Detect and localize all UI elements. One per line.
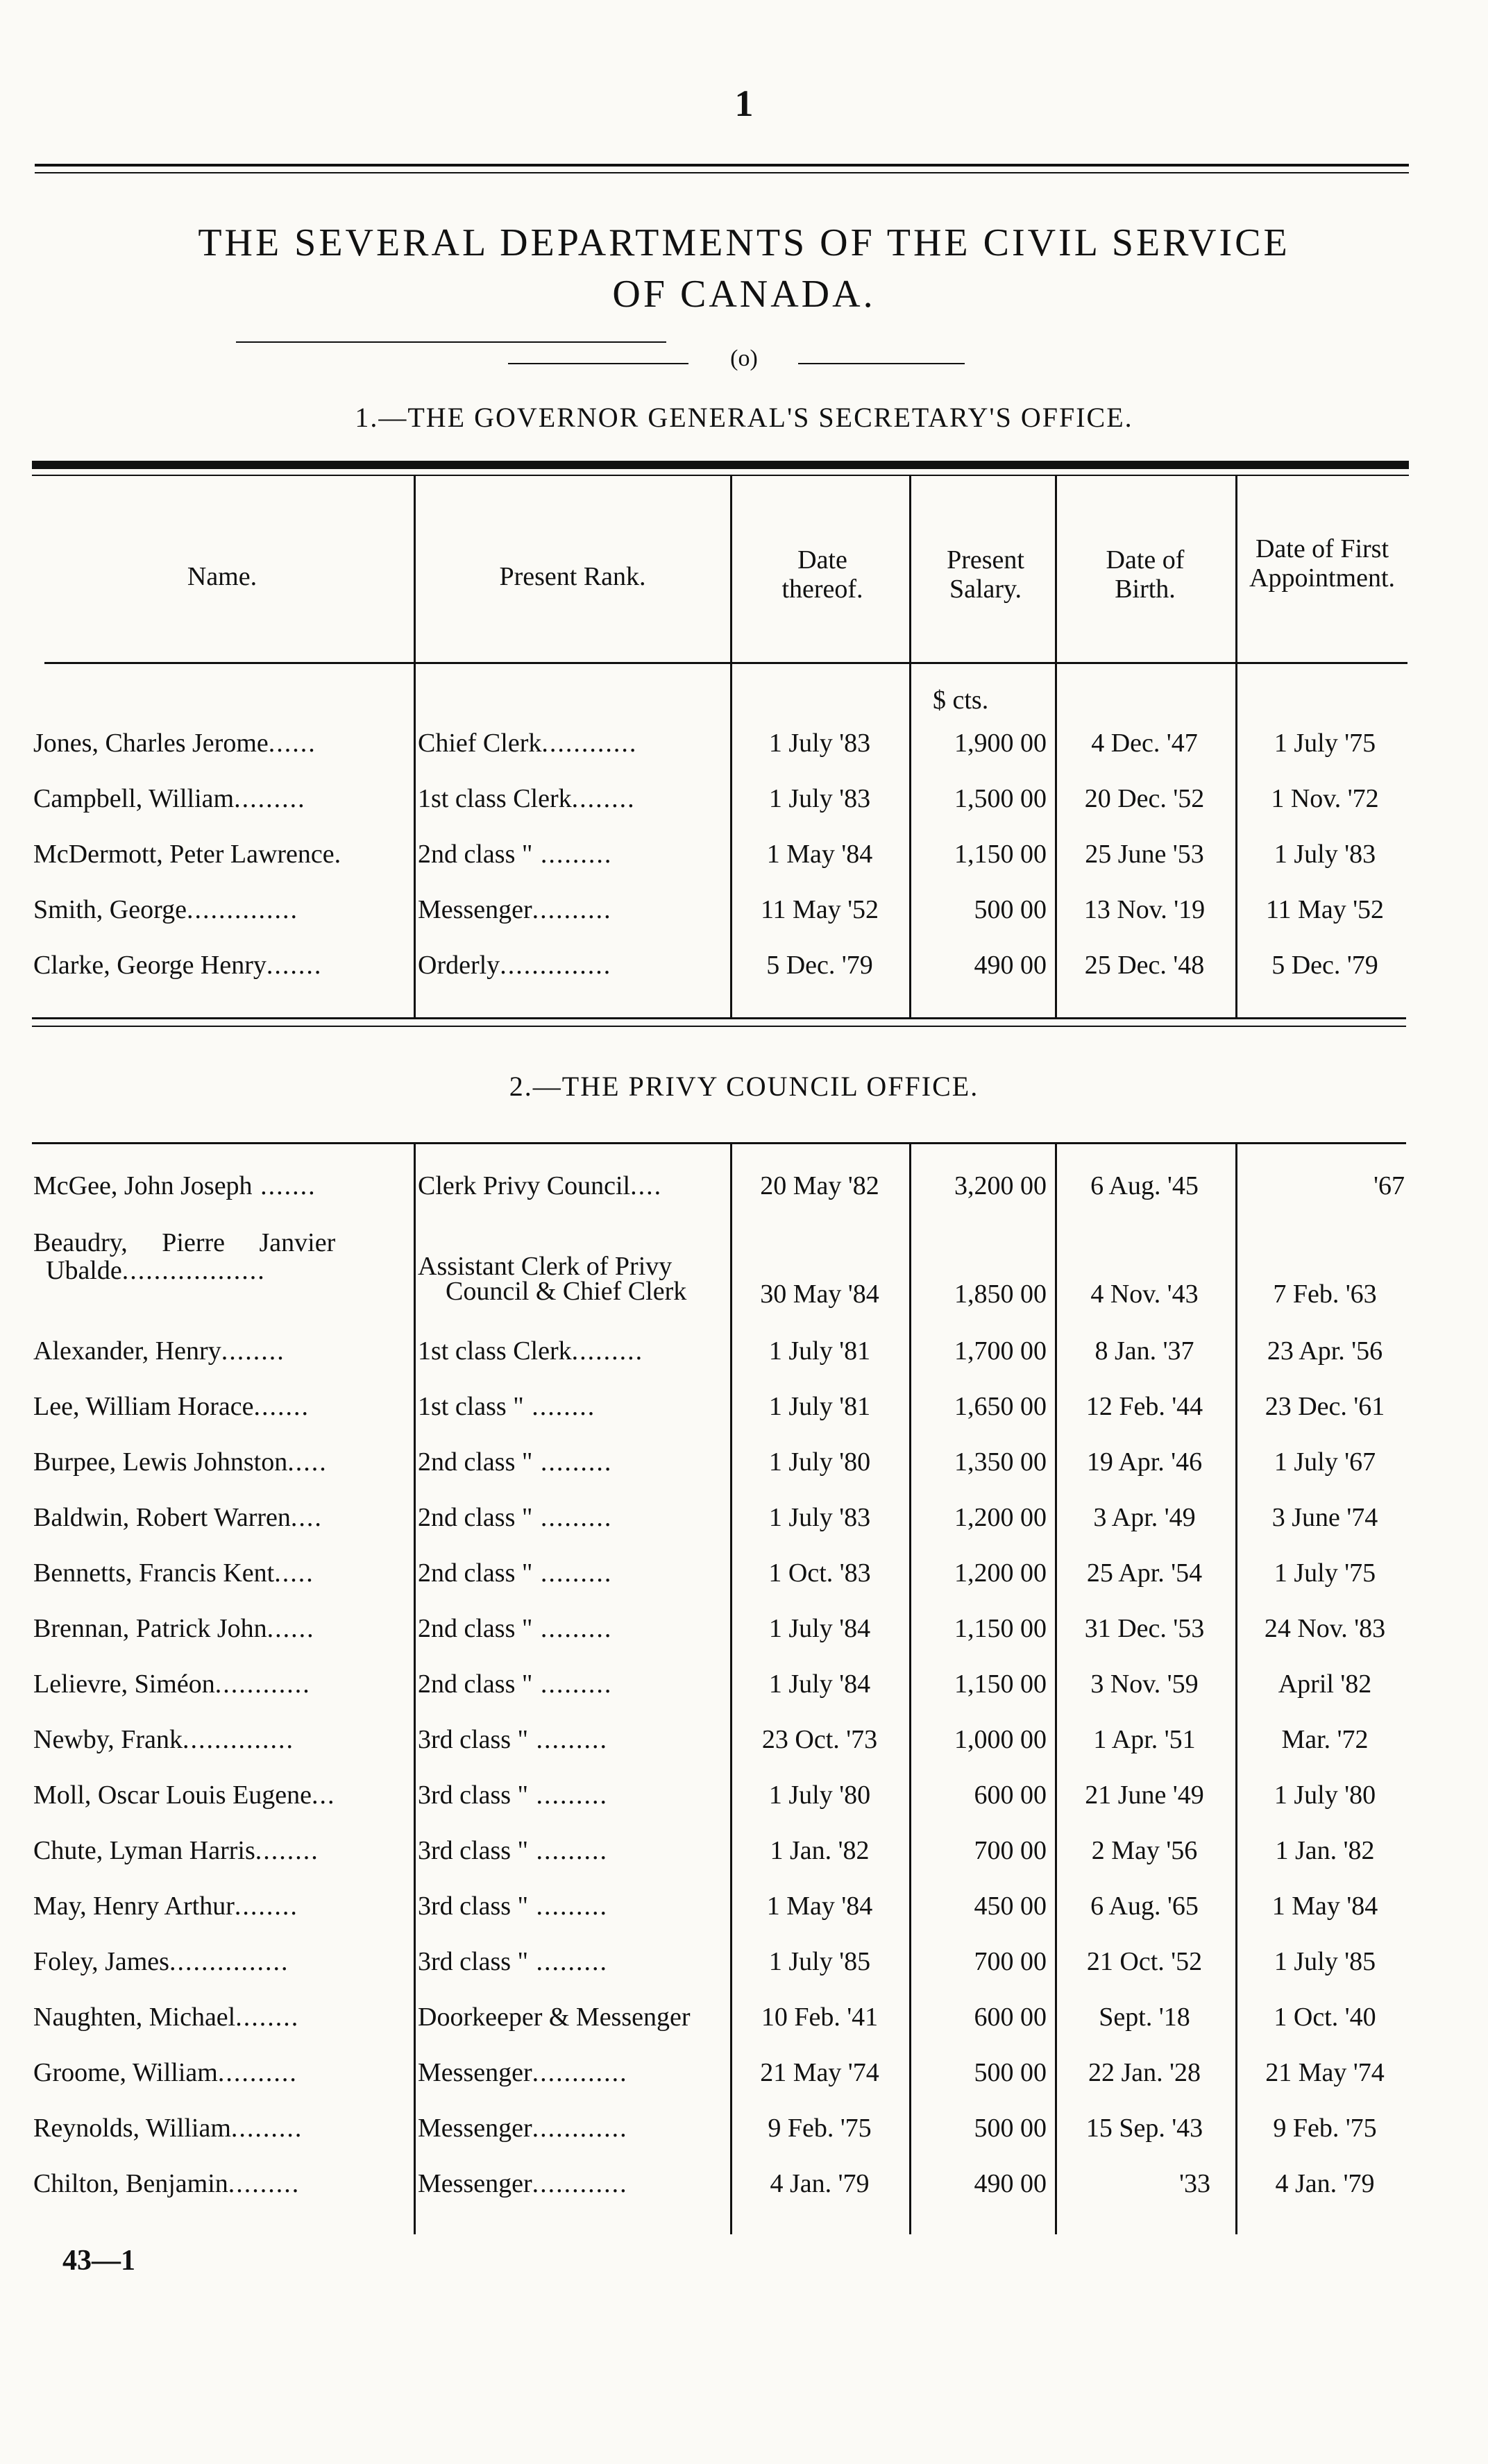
row-name: Foley, James............... [33,1947,289,1976]
row-name: Beaudry, Pierre Janvier [33,1228,336,1257]
col-divider [909,476,911,1017]
col-divider [414,476,416,1017]
table-top-rule-thin [32,475,1409,476]
row-birth: 21 Oct. '52 [1086,1947,1203,1976]
row-date: 1 July '83 [768,1503,871,1532]
row-appointment: 11 May '52 [1265,895,1385,924]
row-appointment: 1 July '67 [1274,1447,1376,1477]
header-bottom-rule [44,662,1407,664]
row-name-cont: Ubalde.................. [46,1256,266,1285]
row-date: 9 Feb. '75 [768,2114,872,2143]
row-date: 1 May '84 [766,1892,873,1921]
row-rank: 1st class Clerk......... [418,1336,644,1366]
row-birth: Sept. '18 [1099,2003,1190,2032]
row-rank: 3rd class " ......... [418,1836,609,1865]
separator-mark: (o) [730,346,758,371]
row-name: Clarke, George Henry....... [33,951,323,980]
row-date: 10 Feb. '41 [761,2003,879,2032]
row-rank: 1st class Clerk........ [418,784,636,813]
row-salary: 600 00 [974,2003,1047,2032]
row-appointment: 9 Feb. '75 [1273,2114,1377,2143]
row-date: 1 July '85 [768,1947,871,1976]
row-rank: 3rd class " ......... [418,1892,609,1921]
currency-label: $ cts. [933,686,989,715]
row-name: Lelievre, Siméon............ [33,1669,311,1699]
row-rank: 2nd class " ......... [418,1447,613,1477]
row-appointment: 1 July '85 [1274,1947,1376,1976]
row-salary: 1,200 00 [954,1558,1047,1588]
row-birth: 15 Sep. '43 [1085,2114,1203,2143]
row-birth: 2 May '56 [1091,1836,1198,1865]
section1-bottom-rule [32,1017,1406,1019]
footer-signature: 43—1 [62,2245,135,2277]
title-underline [236,341,666,343]
row-appointment: 1 July '75 [1274,729,1376,758]
row-birth: 25 Dec. '48 [1084,951,1205,980]
row-date: 1 Oct. '83 [768,1558,871,1588]
row-salary: 1,350 00 [954,1447,1047,1477]
row-rank: 3rd class " ......... [418,1947,609,1976]
page-title: THE SEVERAL DEPARTMENTS OF THE CIVIL SERVICE [198,221,1290,264]
row-birth: 4 Nov. '43 [1090,1280,1199,1309]
row-name: Bennetts, Francis Kent..... [33,1558,314,1588]
col-divider [1235,476,1237,1017]
row-salary: 1,150 00 [954,1614,1047,1643]
col-divider [1055,1144,1057,2234]
row-birth: 1 Apr. '51 [1093,1725,1196,1754]
row-name: May, Henry Arthur........ [33,1892,298,1921]
row-salary: 500 00 [974,895,1047,924]
row-date: 1 July '84 [768,1614,871,1643]
row-salary: 600 00 [974,1781,1047,1810]
row-date: 5 Dec. '79 [766,951,873,980]
row-birth: 13 Nov. '19 [1083,895,1206,924]
row-appointment: 1 July '75 [1274,1558,1376,1588]
row-appointment: 7 Feb. '63 [1273,1280,1377,1309]
row-birth: 25 Apr. '54 [1086,1558,1203,1588]
row-salary: 500 00 [974,2058,1047,2087]
row-date: 1 May '84 [766,840,873,869]
row-name: Moll, Oscar Louis Eugene... [33,1781,336,1810]
row-birth: 3 Apr. '49 [1093,1503,1196,1532]
col-divider [1055,476,1057,1017]
row-birth: 3 Nov. '59 [1090,1669,1199,1699]
row-rank: Messenger............ [418,2058,628,2087]
row-salary: 1,000 00 [954,1725,1047,1754]
col-header-name: Name. [187,562,257,591]
row-salary: 1,900 00 [954,729,1047,758]
separator-line-right [798,363,965,364]
row-birth: 25 June '53 [1085,840,1204,869]
row-date: 1 July '84 [768,1669,871,1699]
section1-title: 1.—THE GOVERNOR GENERAL'S SECRETARY'S OFFICE. [355,402,1133,433]
row-salary: 1,650 00 [954,1392,1047,1421]
top-rule [35,164,1409,167]
row-name: Newby, Frank.............. [33,1725,294,1754]
row-appointment: 3 June '74 [1271,1503,1378,1532]
row-birth: 19 Apr. '46 [1086,1447,1203,1477]
row-rank: Chief Clerk............ [418,729,638,758]
row-date: 23 Oct. '73 [761,1725,878,1754]
row-salary: 1,700 00 [954,1336,1047,1366]
table-top-rule [32,461,1409,469]
row-birth: 22 Jan. '28 [1088,2058,1201,2087]
row-rank: Messenger............ [418,2114,628,2143]
row-appointment: 4 Jan. '79 [1275,2169,1375,2198]
row-rank: Clerk Privy Council.... [418,1171,663,1200]
col-header-birth: Date of Birth. [1106,545,1185,604]
row-rank: 2nd class " ......... [418,1614,613,1643]
row-name: Lee, William Horace....... [33,1392,310,1421]
row-name: McDermott, Peter Lawrence. [33,840,343,869]
row-salary: 700 00 [974,1947,1047,1976]
row-date: 1 July '81 [768,1392,871,1421]
section2-title: 2.—THE PRIVY COUNCIL OFFICE. [509,1071,979,1102]
row-name: Chilton, Benjamin......... [33,2169,301,2198]
row-name: Smith, George.............. [33,895,298,924]
row-name: Baldwin, Robert Warren.... [33,1503,323,1532]
page-title-line2: OF CANADA. [612,273,876,316]
row-appointment: '67 [1373,1171,1405,1200]
row-salary: 1,850 00 [954,1280,1047,1309]
row-rank: 2nd class " ......... [418,1503,613,1532]
row-salary: 450 00 [974,1892,1047,1921]
row-date: 1 July '80 [768,1781,871,1810]
page-number: 1 [734,83,754,124]
row-appointment: 1 Jan. '82 [1275,1836,1375,1865]
row-salary: 700 00 [974,1836,1047,1865]
row-appointment: 5 Dec. '79 [1271,951,1378,980]
row-appointment: 1 Oct. '40 [1274,2003,1376,2032]
row-appointment: Mar. '72 [1281,1725,1369,1754]
row-birth: 4 Dec. '47 [1091,729,1198,758]
row-name: Burpee, Lewis Johnston..... [33,1447,328,1477]
row-birth: 21 June '49 [1085,1781,1204,1810]
row-appointment: April '82 [1278,1669,1372,1699]
row-appointment: 1 July '80 [1274,1781,1376,1810]
row-birth: 8 Jan. '37 [1094,1336,1194,1366]
row-birth: 20 Dec. '52 [1084,784,1205,813]
row-rank: Assistant Clerk of Privy [418,1252,673,1281]
row-date: 30 May '84 [760,1280,879,1309]
row-rank: Messenger............ [418,2169,628,2198]
row-date: 1 July '80 [768,1447,871,1477]
row-name: Reynolds, William......... [33,2114,303,2143]
row-rank: Messenger.......... [418,895,612,924]
row-rank: Orderly.............. [418,951,612,980]
col-divider [909,1144,911,2234]
row-appointment: 21 May '74 [1265,2058,1385,2087]
row-salary: 1,200 00 [954,1503,1047,1532]
section1-bottom-rule-thin [32,1026,1406,1027]
row-name: Chute, Lyman Harris........ [33,1836,319,1865]
row-name: Alexander, Henry........ [33,1336,285,1366]
row-name: Brennan, Patrick John...... [33,1614,315,1643]
row-date: 1 July '83 [768,784,871,813]
row-name: Groome, William.......... [33,2058,298,2087]
row-date: 21 May '74 [760,2058,879,2087]
row-rank: 3rd class " ......... [418,1725,609,1754]
row-rank: 1st class " ........ [418,1392,596,1421]
col-divider [730,476,732,1017]
row-appointment: 23 Apr. '56 [1267,1336,1383,1366]
row-date: 1 Jan. '82 [770,1836,870,1865]
row-date: 4 Jan. '79 [770,2169,870,2198]
section2-top-rule [32,1142,1406,1144]
row-birth: '33 [1179,2169,1210,2198]
row-name: Jones, Charles Jerome...... [33,729,316,758]
row-salary: 1,150 00 [954,1669,1047,1699]
row-appointment: 24 Nov. '83 [1264,1614,1386,1643]
row-salary: 490 00 [974,2169,1047,2198]
row-birth: 6 Aug. '45 [1090,1171,1199,1200]
top-rule-thin [35,172,1409,173]
row-name: McGee, John Joseph ....... [33,1171,316,1200]
row-rank: 3rd class " ......... [418,1781,609,1810]
row-birth: 12 Feb. '44 [1085,1392,1203,1421]
row-salary: 3,200 00 [954,1171,1047,1200]
row-appointment: 23 Dec. '61 [1265,1392,1385,1421]
row-date: 1 July '81 [768,1336,871,1366]
row-salary: 500 00 [974,2114,1047,2143]
col-divider [414,1144,416,2234]
row-name: Naughten, Michael........ [33,2003,300,2032]
col-header-rank: Present Rank. [499,562,646,591]
row-birth: 6 Aug. '65 [1090,1892,1199,1921]
col-header-salary: Present Salary. [947,545,1024,604]
row-rank: 2nd class " ......... [418,840,613,869]
row-date: 1 July '83 [768,729,871,758]
row-appointment: 1 Nov. '72 [1271,784,1379,813]
row-date: 11 May '52 [760,895,879,924]
row-salary: 1,500 00 [954,784,1047,813]
col-divider [1235,1144,1237,2234]
col-header-date: Date thereof. [781,545,863,604]
col-header-appointment: Date of First Appointment. [1249,534,1396,593]
row-name: Campbell, William......... [33,784,306,813]
row-salary: 1,150 00 [954,840,1047,869]
row-birth: 31 Dec. '53 [1084,1614,1205,1643]
row-appointment: 1 July '83 [1274,840,1376,869]
row-salary: 490 00 [974,951,1047,980]
row-appointment: 1 May '84 [1271,1892,1378,1921]
col-divider [730,1144,732,2234]
row-rank: Doorkeeper & Messenger [418,2003,691,2032]
row-rank-cont: Council & Chief Clerk [446,1277,687,1306]
row-rank: 2nd class " ......... [418,1669,613,1699]
row-rank: 2nd class " ......... [418,1558,613,1588]
row-date: 20 May '82 [760,1171,879,1200]
